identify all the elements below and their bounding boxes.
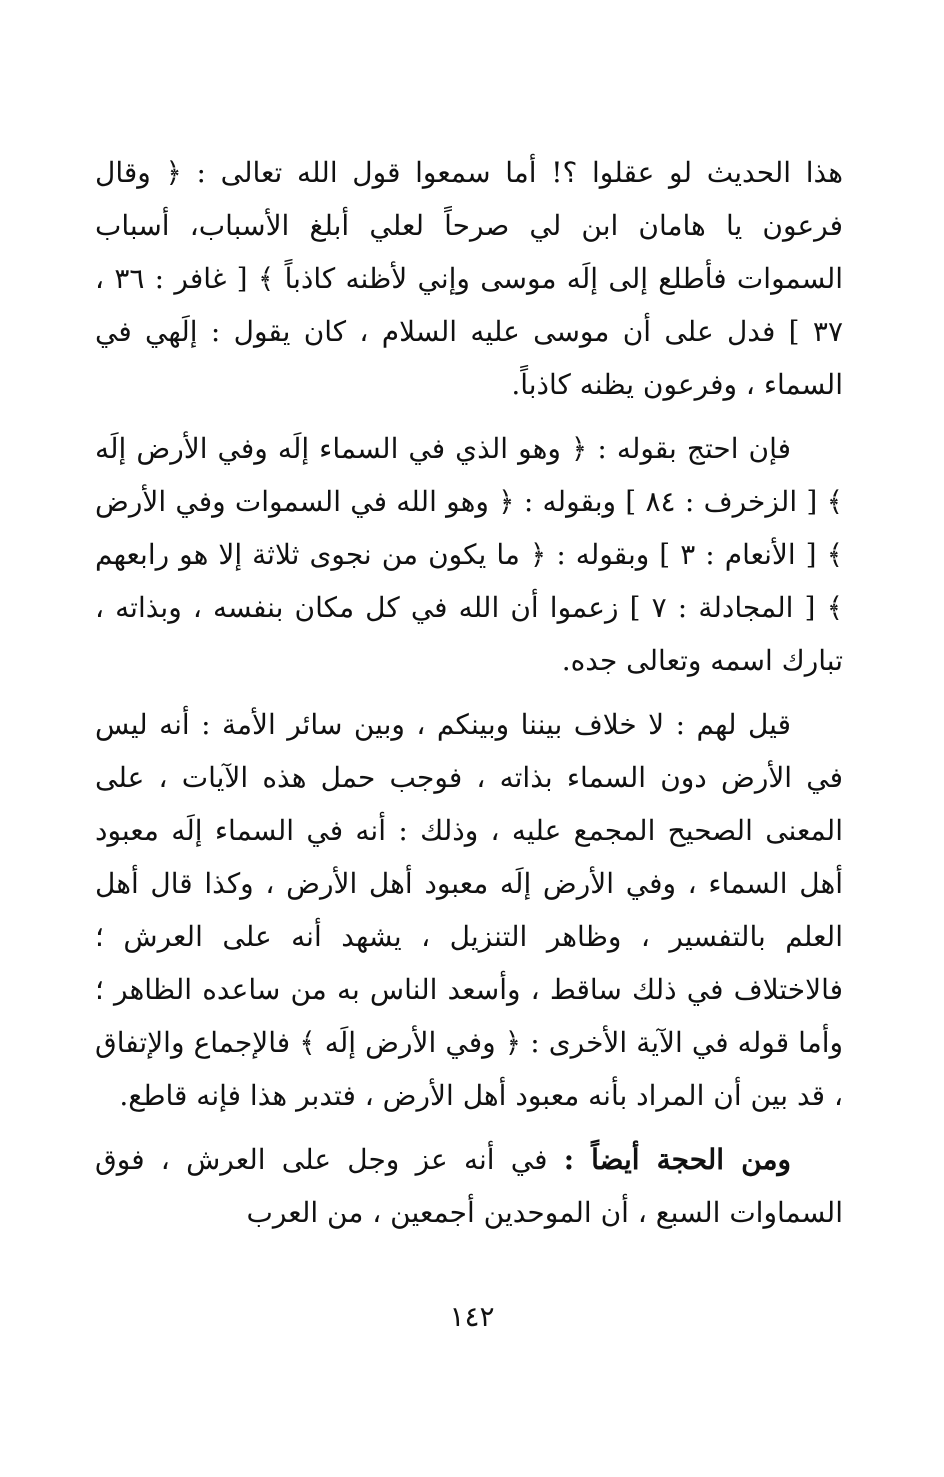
paragraph-3: قيل لهم : لا خلاف بيننا وبينكم ، وبين سائر الأمة : أنه ليس في الأرض دون السماء بذاته ، فوجب حمل هذه الآيات ، على المعنى الصحيح المجمع عليه ، وذلك : أنه في السماء إلَه معبود أهل السماء ، وفي الأرض إلَه معبود أهل الأرض ، وكذا قال أهل العلم بالتفسير ، وظاهر التنزيل ، يشهد أنه على العرش ؛ فالاختلاف في ذلك ساقط ، وأسعد الناس به من ساعده الظاهر ؛ وأما قوله في الآية الأخرى : ﴿ وفي الأرض إلَه ﴾ فالإجماع والإتفاق ، قد بين أن المراد بأنه معبود أهل الأرض ، فتدبر هذا فإنه قاطع.: [95, 708, 843, 1112]
paragraph-1: هذا الحديث لو عقلوا ؟! أما سمعوا قول الله تعالى : ﴿ وقال فرعون يا هامان ابن لي صرحاً لعلي أبلغ الأسباب، أسباب السموات فأطلع إلى إلَه موسى وإني لأظنه كاذباً ﴾ [ غافر : ٣٦ ، ٣٧ ] فدل على أن موسى عليه السلام ، كان يقول : إلَهي في السماء ، وفرعون يظنه كاذباً.: [95, 156, 844, 401]
paragraph-4: [95, 1133, 843, 1239]
paragraph-4-text: في أنه عز وجل على العرش ، فوق السماوات السبع ، أن الموحدين أجمعين ، من العرب: [95, 1143, 843, 1229]
paragraph-4-lead: ومن الحجة أيضاً :: [563, 1143, 791, 1176]
page-number: ١٤٢: [449, 1300, 495, 1333]
body-text: [95, 146, 843, 1239]
paragraph-2: فإن احتج بقوله : ﴿ وهو الذي في السماء إلَه وفي الأرض إلَه ﴾ [ الزخرف : ٨٤ ] وبقوله : ﴿ وهو الله في السموات وفي الأرض ﴾ [ الأنعام : ٣ ] وبقوله : ﴿ ما يكون من نجوى ثلاثة إلا هو رابعهم ﴾ [ المجادلة : ٧ ] زعموا أن الله في كل مكان بنفسه ، وبذاته ، تبارك اسمه وتعالى جده.: [95, 432, 843, 677]
